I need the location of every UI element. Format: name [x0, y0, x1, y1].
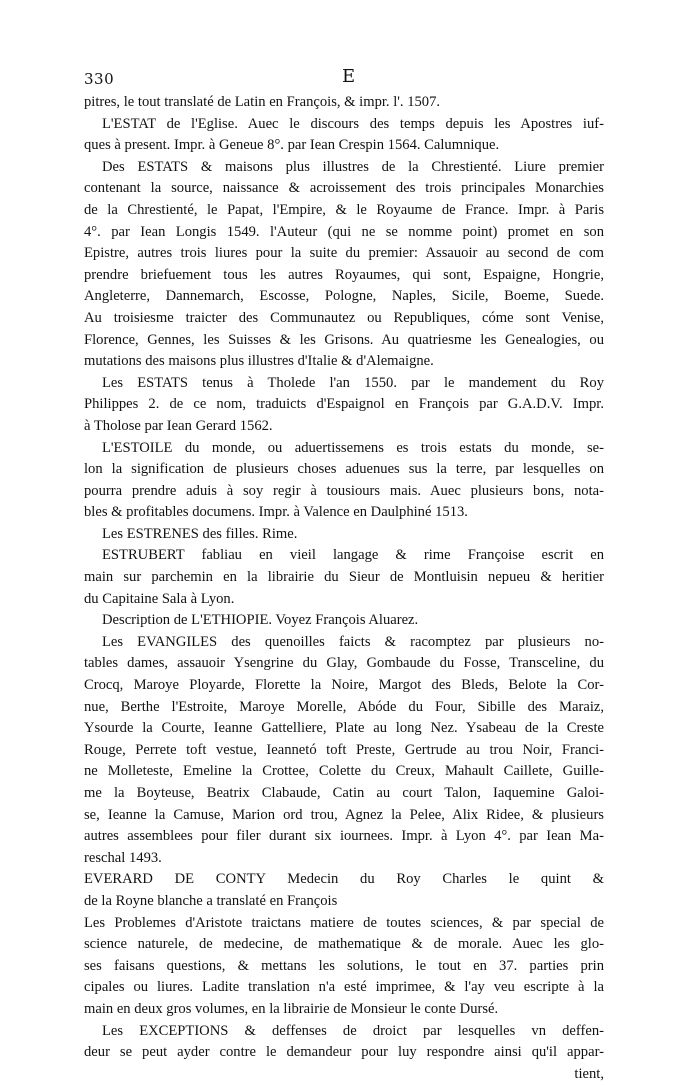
text-line: autres assemblees pour filer durant six iournees. Impr. à Lyon 4°. par Iean Ma- — [84, 828, 604, 845]
text-line: se, Ieanne la Camuse, Marion ord trou, Agnez la Pelee, Alix Ridee, & plusieurs — [84, 806, 604, 823]
text-line: prendre briefuement tous les autres Royaumes, qui sont, Espaigne, Hongrie, — [84, 266, 604, 283]
text-line: pourra prendre aduis à soy regir à tousiours mais. Auec plusieurs bons, nota- — [84, 482, 604, 499]
running-head-letter: E — [342, 66, 356, 87]
text-line: mutations des maisons plus illustres d'Italie & d'Alemaigne. — [84, 353, 434, 370]
text-line: ques à present. Impr. à Geneue 8°. par Iean Crespin 1564. Calumnique. — [84, 137, 500, 154]
text-line: Crocq, Maroye Ployarde, Florette la Noire, Margot des Bleds, Belote la Cor- — [84, 677, 604, 694]
text-line: pitres, le tout translaté de Latin en François, & impr. l'. 1507. — [84, 94, 441, 110]
text-line: Les Problemes d'Aristote traictans matiere de toutes sciences, & par special de — [84, 914, 604, 931]
text-line: main en deux gros volumes, en la librairie de Monsieur le conte Dursé. — [84, 1000, 499, 1017]
text-line: science naturele, de medecine, de mathematique & de morale. Auec les glo- — [84, 936, 604, 953]
text-line: Les ESTATS tenus à Tholede l'an 1550. par le mandement du Roy — [102, 374, 604, 391]
text-line: lon la signification de plusieurs choses aduenues sus la terre, par lesquelles on — [84, 461, 604, 478]
page-number: 330 — [84, 70, 115, 88]
text-line: me la Boyteuse, Beatrix Clabaude, Catin au court Talon, Iaquemine Galoi- — [84, 785, 604, 801]
text-line: Philippes 2. de ce nom, traduicts d'Espaignol en François par G.A.D.V. Impr. — [84, 396, 604, 413]
text-line: contenant la source, naissance & acroissement des trois principales Monarchies — [84, 180, 604, 197]
text-line: cipales ou liures. Ladite translation n'a esté imprimee, & l'ay veu escripte à la — [84, 979, 604, 996]
text-line: à Tholose par Iean Gerard 1562. — [84, 417, 273, 434]
text-line: ESTRUBERT fabliau en vieil langage & rime Françoise escrit en — [102, 547, 604, 564]
text-line: ne Molleteste, Emeline la Crottee, Colette du Creux, Mahault Caillete, Guille- — [84, 763, 604, 780]
text-line: main sur parchemin en la librairie du Sieur de Montluisin nepueu & heritier — [84, 569, 604, 586]
text-line: Au troisiesme traicter des Communautez ou Republiques, cóme sont Venise, — [84, 309, 604, 326]
catalogue-text — [84, 92, 604, 1085]
text-line: Florence, Gennes, les Suisses & les Grisons. Au quatriesme les Genealogies, ou — [84, 331, 604, 348]
text-line: nue, Berthe l'Estroite, Maroye Morelle, Abóde du Four, Sibille des Maraiz, — [84, 698, 604, 715]
text-line: Ysourde la Courte, Ieanne Gattelliere, Plate au long Nez. Ysabeau de la Creste — [84, 720, 604, 737]
text-line: Les EXCEPTIONS & deffenses de droict par lesquelles vn deffen- — [102, 1022, 604, 1039]
text-line: Des ESTATS & maisons plus illustres de la Chrestienté. Liure premier — [102, 158, 604, 175]
text-line: Angleterre, Dannemarch, Escosse, Pologne, Naples, Sicile, Boeme, Suede. — [84, 288, 604, 305]
text-line: Epistre, autres trois liures pour la suite du premier: Assauoir au second de com — [84, 245, 604, 262]
text-line: ses faisans questions, & mettans les solutions, le tout en 37. parties prin — [84, 957, 604, 974]
text-line: 4°. par Iean Longis 1549. l'Auteur (qui ne se nomme point) promet en son — [84, 223, 604, 240]
text-line: de la Royne blanche a translaté en François — [84, 892, 338, 909]
page-header — [84, 66, 604, 92]
text-line: Les EVANGILES des quenoilles faicts & racomptez par plusieurs no- — [102, 633, 604, 650]
text-line: reschal 1493. — [84, 849, 162, 866]
text-line: Les ESTRENES des filles. Rime. — [102, 525, 298, 542]
text-line: du Capitaine Sala à Lyon. — [84, 590, 235, 607]
text-line: de la Chrestienté, le Papat, l'Empire, & le Royaume de France. Impr. à Paris — [84, 201, 604, 218]
text-line: EVERARD DE CONTY Medecin du Roy Charles le quint & — [84, 871, 604, 888]
text-line: L'ESTOILE du monde, ou aduertissemens es trois estats du monde, se- — [102, 439, 604, 456]
text-line: L'ESTAT de l'Eglise. Auec le discours des temps depuis les Apostres iuf- — [102, 115, 604, 132]
text-line: tables dames, assauoir Ysengrine du Glay, Gombaude du Fosse, Transceline, du — [84, 655, 604, 672]
text-line: deur se peut ayder contre le demandeur pour luy respondre ainsi qu'il appar- — [84, 1044, 604, 1061]
text-line: tient, — [574, 1065, 604, 1082]
text-line: Description de L'ETHIOPIE. Voyez François Aluarez. — [102, 612, 419, 629]
text-line: Rouge, Perrete toft vestue, Ieannetó toft Preste, Gertrude au trou Noir, Franci- — [84, 741, 604, 758]
text-line: bles & profitables documens. Impr. à Valence en Daulphiné 1513. — [84, 504, 468, 521]
